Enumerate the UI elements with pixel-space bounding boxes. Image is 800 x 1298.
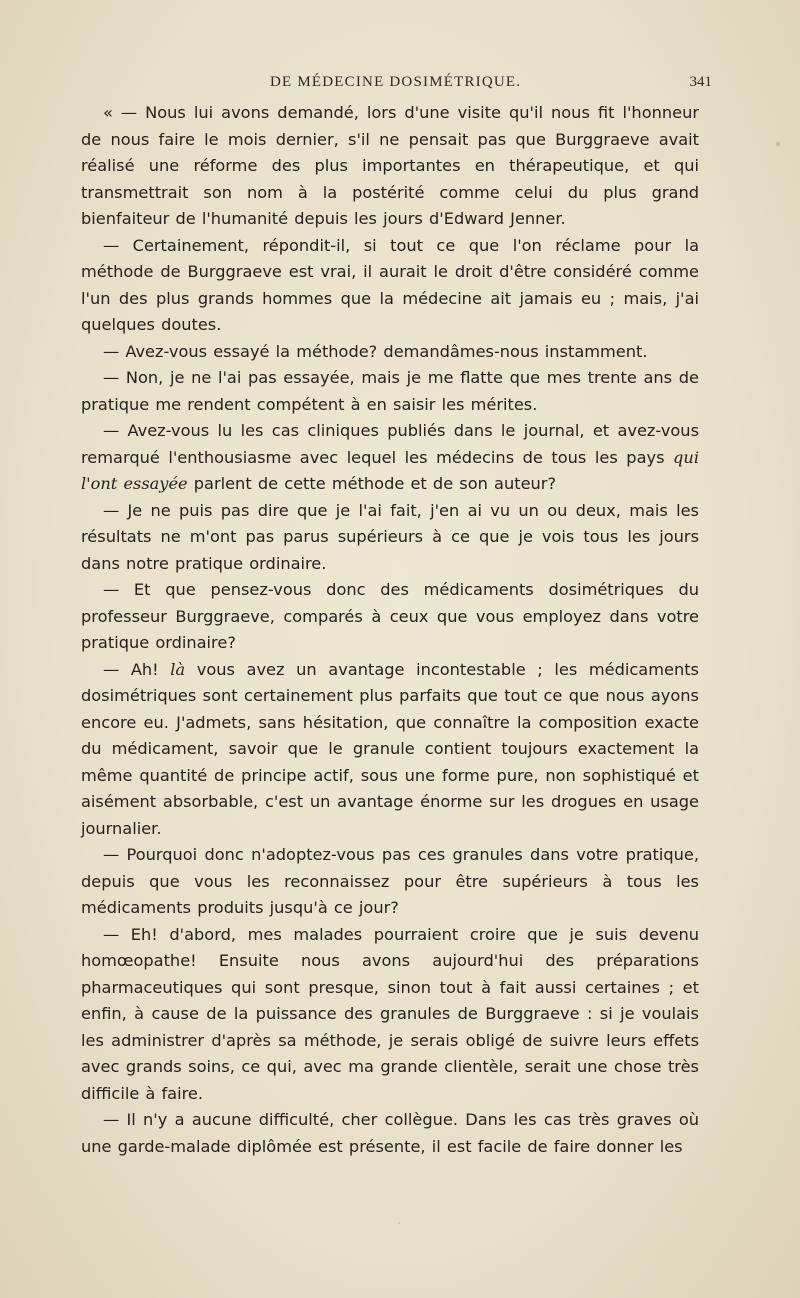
paragraph-text: — Eh! d'abord, mes malades pourraient croire que je suis devenu homœopathe! Ensuite nous avons aujourd'hui des préparations pharmaceutiques qui sont presque, sinon tout à fait aussi certaines ; et enfin, à cause de la puissance des granules de Burggraeve : si je voulais les administrer d'après sa méthode, je serais obligé de suivre leurs effets avec grands soins, ce qui, avec ma grande clientèle, serait une chose très difficile à faire. — [81, 924, 699, 1103]
italic-text: qui l'ont essayée — [81, 447, 699, 493]
paragraph-text: — Il n'y a aucune difficulté, cher collègue. Dans les cas très graves où une garde-malade diplômée est présente, il est facile de faire donner les — [81, 1110, 699, 1156]
paragraph — [81, 339, 699, 366]
paper-speck — [776, 142, 780, 146]
paragraph-text: vous avez un avantage incontestable ; les médicaments dosimétriques sont certainement plus parfaits que tout ce que nous ayons encore eu. J'admets, sans hésitation, que connaître la composition exacte du médicament, savoir que le granule contient toujours exactement la même quantité de principe actif, sous une forme pure, non sophistiqué et aisément absorbable, c'est un avantage énorme sur les drogues en usage journalier. — [81, 659, 699, 838]
paragraph — [81, 233, 699, 339]
paragraph-text: — Et que pensez-vous donc des médicaments dosimétriques du professeur Burggraeve, comparés à ceux que vous employez dans votre pratique ordinaire? — [81, 580, 699, 652]
paragraph-text: — Avez-vous essayé la méthode? demandâmes-nous instamment. — [103, 341, 648, 361]
paragraph — [81, 842, 699, 922]
paragraph-text: — Je ne puis pas dire que je l'ai fait, j'en ai vu un ou deux, mais les résultats ne m'ont pas parus supérieurs à ce que je vois tous les jours dans notre pratique ordinaire. — [81, 500, 699, 573]
paragraph — [81, 498, 699, 578]
paragraph — [81, 418, 699, 498]
paragraph — [81, 577, 699, 657]
paper-speck — [398, 1222, 400, 1224]
running-title: DE MÉDECINE DOSIMÉTRIQUE. — [270, 74, 522, 90]
paragraph-text: « — Nous lui avons demandé, lors d'une visite qu'il nous fit l'honneur de nous faire le mois dernier, s'il ne pensait pas que Burggraeve avait réalisé une réforme des plus importantes en thérapeutique, et qui transmettrait son nom à la postérité comme celui du plus grand bienfaiteur de l'humanité depuis les jours d'Edward Jenner. — [81, 103, 699, 228]
paragraph-text: parlent de cette méthode et de son auteur? — [187, 474, 557, 493]
paragraph — [81, 657, 699, 843]
paragraph — [81, 365, 699, 418]
paragraph — [81, 922, 699, 1108]
page-header — [0, 74, 800, 96]
paragraph-text: — Non, je ne l'ai pas essayée, mais je me flatte que mes trente ans de pratique me rendent compétent à en saisir les mérites. — [81, 368, 699, 414]
paragraph — [81, 1107, 699, 1160]
paragraph-text: — Pourquoi donc n'adoptez-vous pas ces granules dans votre pratique, depuis que vous les reconnaissez pour être supérieurs à tous les médicaments produits jusqu'à ce jour? — [81, 845, 699, 917]
paragraph — [81, 100, 699, 233]
page-number: 341 — [689, 74, 712, 90]
paragraph-text: — Ah! — [103, 659, 171, 679]
paragraph-text: — Avez-vous lu les cas cliniques publiés dans le journal, et avez-vous remarqué l'enthousiasme avec lequel les médecins de tous les pays — [81, 421, 699, 467]
text-body — [81, 100, 699, 1160]
paragraph-text: — Certainement, répondit-il, si tout ce que l'on réclame pour la méthode de Burggraeve est vrai, il aurait le droit d'être considéré comme l'un des plus grands hommes que la médecine ait jamais eu ; mais, j'ai quelques doutes. — [81, 235, 699, 334]
italic-text: là — [170, 659, 186, 679]
